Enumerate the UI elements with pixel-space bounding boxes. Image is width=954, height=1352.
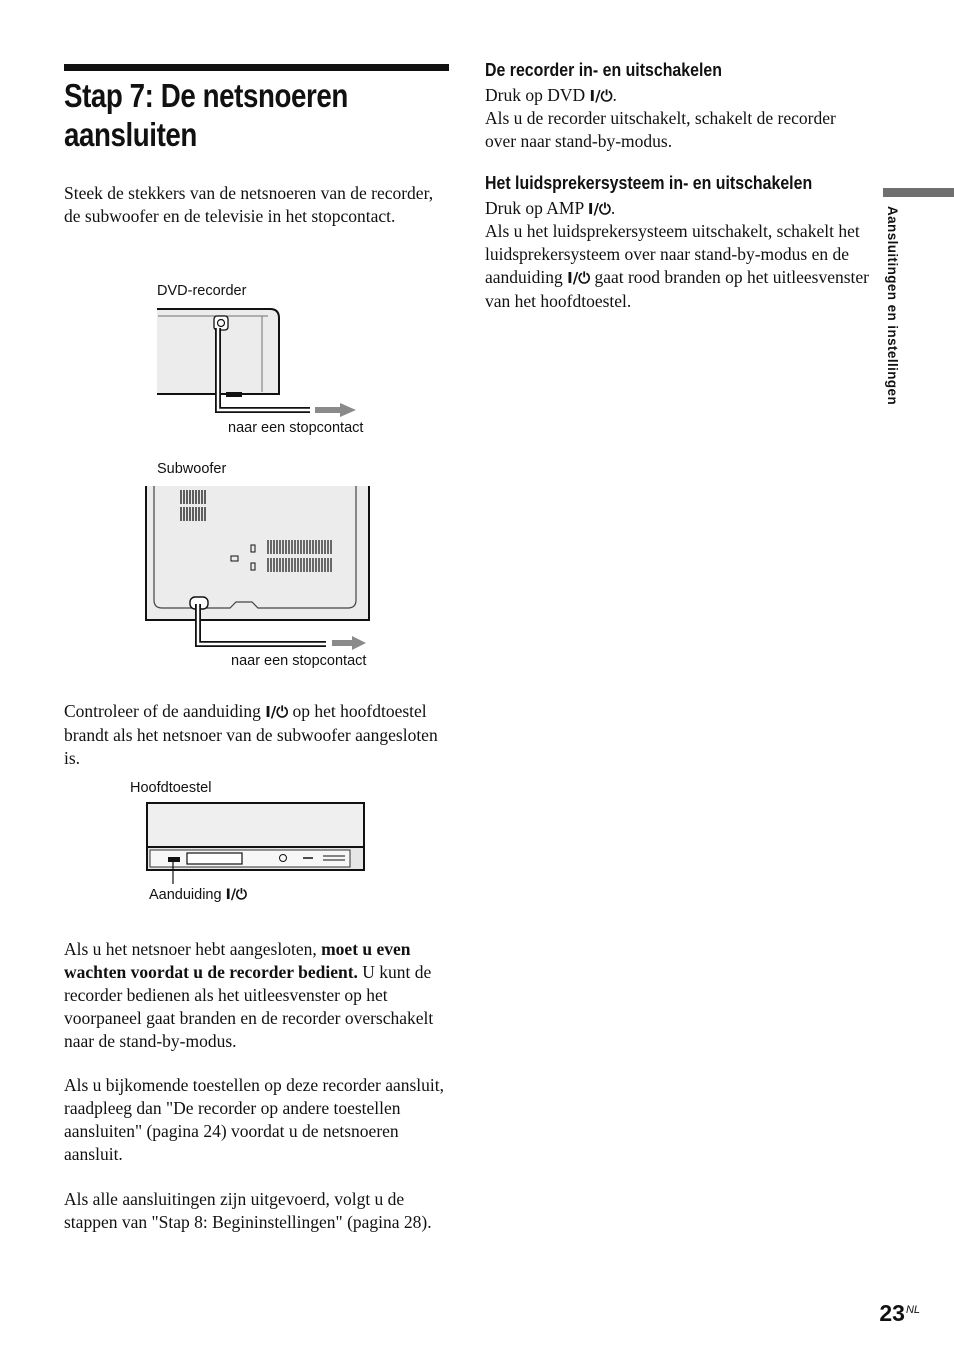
check-text-after: op het hoofdtoestel brandt als het netsnoer van de subwoofer aangesloten is. xyxy=(64,701,438,768)
recorder-section-heading: De recorder in- en uitschakelen xyxy=(485,59,722,80)
subwoofer-diagram xyxy=(140,482,380,662)
wait-paragraph xyxy=(64,938,450,1053)
page-title: Stap 7: De netsnoeren aansluiten xyxy=(64,77,348,153)
recorder-section-text: Als u de recorder uitschakelt, schakelt de recorder over naar stand-by-modus. xyxy=(485,108,836,151)
indicator-power-icon: I/⏻ xyxy=(225,887,248,903)
indicator-label xyxy=(149,887,247,904)
dvd-power-icon: I/⏻ xyxy=(589,87,613,105)
wait-text-before: Als u het netsnoer hebt aangesloten, xyxy=(64,939,317,959)
speaker-press-line: Druk op AMP I/⏻. xyxy=(485,198,616,218)
speaker-section-text xyxy=(485,220,870,313)
page-number-value: 23 xyxy=(879,1300,905,1326)
finish-paragraph: Als alle aansluitingen zijn uitgevoerd, volgt u de stappen van "Stap 8: Begininstellingen" (pagina 28). xyxy=(64,1189,432,1232)
subwoofer-outlet-label: naar een stopcontact xyxy=(231,653,367,669)
wait-text-after: U kunt de recorder bedienen als het uitleesvenster op het voorpaneel gaat branden en de recorder overschakelt naar de stand-by-modus. xyxy=(64,962,434,1051)
power-indicator-icon: I/⏻ xyxy=(265,703,289,721)
recorder-diagram xyxy=(150,304,370,424)
subwoofer-label: Subwoofer xyxy=(157,461,227,477)
check-text-before: Controleer of de aanduiding xyxy=(64,701,261,721)
additional-paragraph: Als u bijkomende toestellen op deze recorder aansluit, raadpleeg dan "De recorder op andere toestellen aansluiten" (pagina 24) voordat u de netsnoeren aansluit. xyxy=(64,1075,445,1164)
indicator-label-text: Aanduiding xyxy=(149,887,222,903)
intro-paragraph: Steek de stekkers van de netsnoeren van de recorder, de subwoofer en de televisie in het stopcontact. xyxy=(64,183,434,226)
speaker-text-after: gaat rood branden op het uitleesvenster van het hoofdtoestel. xyxy=(485,267,870,311)
speaker-press-text: Druk op AMP xyxy=(485,198,584,218)
speaker-section-heading: Het luidsprekersysteem in- en uitschakelen xyxy=(485,172,813,193)
page-number xyxy=(879,1300,920,1327)
check-paragraph xyxy=(64,700,450,770)
wait-text-bold: moet u even wachten voordat u de recorder bedient. xyxy=(64,939,411,982)
recorder-press-line: Druk op DVD I/⏻. xyxy=(485,85,617,105)
speaker-power-icon: I/⏻ xyxy=(567,269,591,287)
speaker-text-before: Als u het luidsprekersysteem uitschakelt, schakelt het luidsprekersysteem over naar stand-by-modus en de aanduiding xyxy=(485,221,860,287)
sidebar-tab-bar xyxy=(883,188,954,197)
amp-power-icon: I/⏻ xyxy=(587,200,611,218)
title-rule xyxy=(64,64,449,71)
recorder-label: DVD-recorder xyxy=(157,283,247,299)
recorder-press-text: Druk op DVD xyxy=(485,85,586,105)
page-number-suffix: NL xyxy=(905,1304,920,1316)
recorder-outlet-label: naar een stopcontact xyxy=(228,420,364,436)
sidebar-section-tab: Aansluitingen en instellingen xyxy=(885,206,900,406)
main-unit-label: Hoofdtoestel xyxy=(130,780,212,796)
